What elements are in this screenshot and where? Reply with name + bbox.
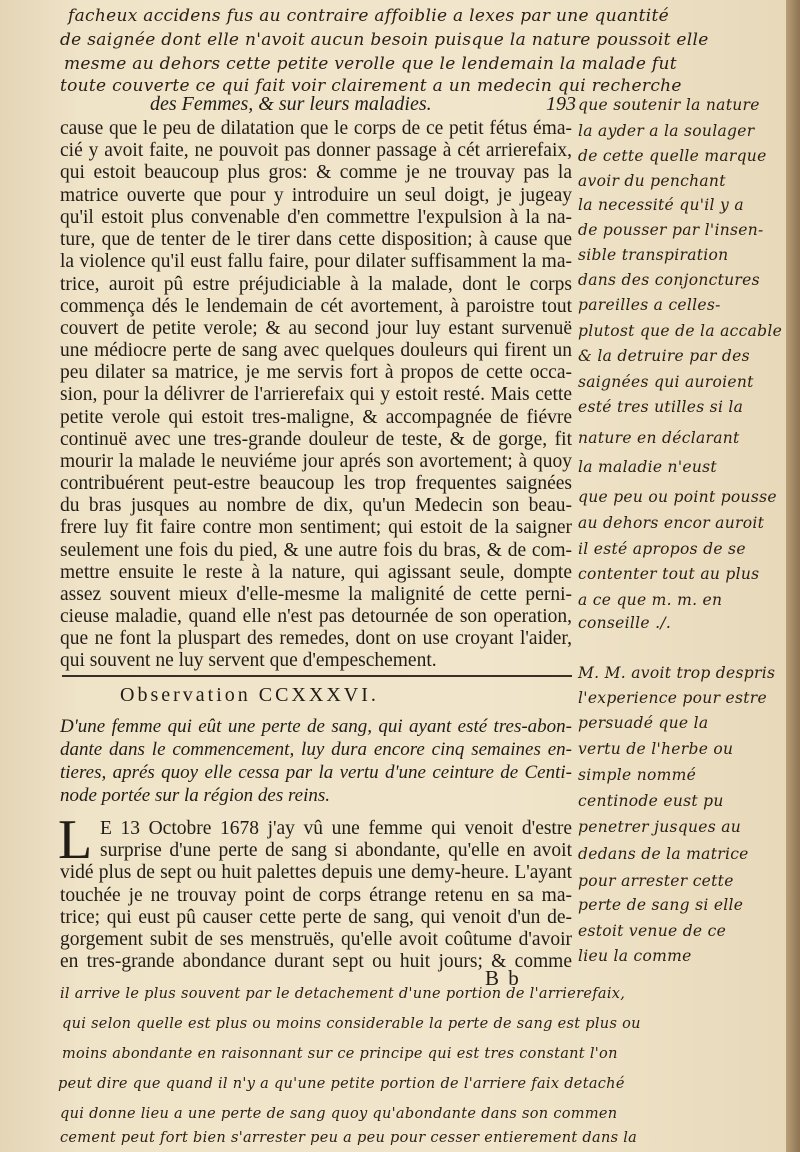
bottom-handwriting-line: qui selon quelle est plus ou moins considerable la perte de sang est plus ou (62, 1016, 641, 1032)
margin-note: la necessité qu'il y a (578, 196, 744, 214)
body-line: frere luy fit faire contre mon sentiment; qui estoit de la saigner (60, 517, 572, 538)
margin-note: pour arrester cette (578, 872, 734, 890)
bottom-handwriting-line: il arrive le plus souvent par le detachement d'une portion de l'arrierefaix, (60, 986, 626, 1002)
margin-note: estoit venue de ce (578, 922, 727, 940)
body-line: mourir la malade le neuviéme jour aprés son avortement; à quoy (60, 451, 572, 472)
margin-note: saignées qui auroient (578, 373, 754, 391)
body-line: sion, pour la délivrer de l'arrierefaix qui y estoit resté. Mais cette (60, 384, 572, 405)
summary-line: dante dans le commencement, luy dura encore cinq semaines en- (60, 739, 572, 760)
body-line: peu dilater sa matrice, je me servis fort à propos de cette occa- (60, 362, 572, 383)
summary-line: tieres, aprés quoy elle cessa par la vertu d'une ceinture de Centi- (60, 762, 572, 783)
margin-note: penetrer jusques au (578, 818, 742, 836)
margin-note: dedans de la matrice (578, 845, 749, 863)
margin-note: esté tres utilles si la (578, 398, 744, 416)
summary-line: node portée sur la région des reins. (60, 785, 331, 806)
observation-line: touchée je ne trouvay point de corps étrange retenu en sa ma- (60, 885, 572, 906)
body-line: ture, que de tenter de le tirer dans cette disposition; à cause que (60, 229, 572, 250)
margin-note: contenter tout au plus (578, 565, 760, 583)
observation-line: trice; qui eust pû causer cette perte de sang, qui venoit d'un de- (60, 907, 572, 928)
margin-note: centinode eust pu (578, 792, 724, 810)
body-line: du bras jusques au nombre de dix, qu'un Medecin son beau- (60, 495, 572, 516)
margin-note: nature en déclarant (578, 429, 740, 447)
body-line: que ne font la pluspart des remedes, dont on use croyant l'aider, (60, 628, 572, 649)
top-handwriting-line: toute couverte ce qui fait voir clairement a un medecin qui recherche (60, 76, 682, 96)
margin-note: de cette quelle marque (578, 147, 767, 165)
body-line: la violence qu'il eust fallu faire, pour dilater suffisamment la ma- (60, 251, 572, 272)
margin-note: dans des conjonctures (578, 271, 760, 289)
top-handwriting-line: de saignée dont elle n'avoit aucun besoin puisque la nature poussoit elle (60, 30, 709, 50)
margin-note: la ayder a la soulager (578, 122, 755, 140)
observation-line: gorgement subit de ses menstruës, qu'elle avoit coûtume d'avoir (60, 929, 572, 950)
signature-mark: B b (485, 966, 521, 990)
body-line: commença dés le lendemain de cét avortement, à paroistre tout (60, 296, 572, 317)
body-line: seulement une fois du pied, & une autre fois du bras, & de com- (60, 540, 572, 561)
margin-note: a ce que m. m. en (578, 591, 723, 609)
body-line: assez souvent mieux d'elle-mesme la malignité de cette perni- (60, 584, 572, 605)
margin-note: conseille ./. (578, 614, 672, 632)
bottom-handwriting-line: cement peut fort bien s'arrester peu a peu pour cesser entierement dans la (60, 1130, 638, 1146)
body-line: contribuérent peut-estre beaucoup les trop frequentes saignées (60, 473, 572, 494)
top-handwriting-line: facheux accidens fus au contraire affoiblie a lexes par une quantité (68, 6, 670, 26)
margin-note: perte de sang si elle (578, 896, 744, 914)
body-line: qui estoit beaucoup plus gros: & comme je ne trouvay pas la (60, 162, 572, 183)
observation-line: en tres-grande abondance durant sept ou huit jours; & comme (60, 951, 572, 972)
margin-note: il esté apropos de se (578, 540, 746, 558)
margin-note: sible transpiration (578, 246, 729, 264)
observation-line: E 13 Octobre 1678 j'ay vû une femme qui venoit d'estre (100, 818, 572, 839)
margin-note: simple nommé (578, 766, 697, 784)
body-line: continuë avec une tres-grande douleur de teste, & de gorge, fit (60, 429, 572, 450)
body-line: qu'il estoit plus convenable d'en commettre l'expulsion à la na- (60, 207, 572, 228)
margin-note: lieu la comme (578, 947, 692, 965)
margin-note: de pousser par l'insen- (578, 221, 764, 239)
margin-note: l'experience pour estre (578, 689, 767, 707)
summary-line: D'une femme qui eût une perte de sang, qui ayant esté tres-abon- (60, 716, 572, 737)
observation-line: vidé plus de sept ou huit palettes depuis une demy-heure. L'ayant (60, 862, 572, 883)
margin-note: au dehors encor auroit (578, 514, 765, 532)
section-rule (62, 675, 572, 677)
body-line: trice, auroit pû estre préjudiciable à la malade, dont le corps (60, 274, 572, 295)
body-line: cieuse maladie, quand elle n'est pas detournée de son operation, (60, 606, 572, 627)
observation-heading: Observation CCXXXVI. (120, 684, 379, 706)
bottom-handwriting-line: qui donne lieu a une perte de sang quoy qu'abondante dans son commen (60, 1106, 618, 1122)
margin-note: M. M. avoit trop despris (578, 664, 776, 682)
body-line: une médiocre perte de sang avec quelques douleurs qui firent un (60, 340, 572, 361)
body-line: couvert de petite verole; & au second jour luy estant survenuë (60, 318, 572, 339)
body-line: petite verole qui estoit tres-maligne, & accompagnée de fiévre (60, 407, 572, 428)
margin-note: plutost que de la accable (578, 322, 783, 340)
bottom-handwriting-line: moins abondante en raisonnant sur ce principe qui est tres constant l'on (62, 1046, 618, 1062)
body-line: cause que le peu de dilatation que le corps de ce petit fétus éma- (60, 118, 572, 139)
page-number: 193 (546, 93, 576, 115)
page-edge (786, 0, 800, 1152)
observation-line: surprise d'une perte de sang si abondante, qu'elle en avoit (100, 840, 572, 861)
body-line: mettre ensuite le reste à la nature, qui agissant seule, dompte (60, 562, 572, 583)
margin-note: la maladie n'eust (578, 458, 717, 476)
margin-note: persuadé que la (578, 714, 709, 732)
drop-cap: L (58, 809, 93, 871)
margin-note: avoir du penchant (578, 172, 726, 190)
margin-note: que soutenir la nature (578, 96, 760, 114)
body-line: qui souvent ne luy servent que d'empeschement. (60, 650, 437, 671)
margin-note: & la detruire par des (578, 347, 750, 365)
body-line: cié y avoit faite, ne pouvoit pas donner passage à cét arrierefaix, (60, 140, 572, 161)
margin-note: pareilles a celles- (578, 296, 721, 314)
running-head: des Femmes, & sur leurs maladies. (150, 93, 432, 115)
margin-note: que peu ou point pousse (578, 488, 777, 506)
margin-note: vertu de l'herbe ou (578, 740, 734, 758)
bottom-handwriting-line: peut dire que quand il n'y a qu'une petite portion de l'arriere faix detaché (58, 1076, 625, 1092)
body-line: matrice ouverte que pour y introduire un seul doigt, je jugeay (60, 185, 572, 206)
top-handwriting-line: mesme au dehors cette petite verolle que le lendemain la malade fut (64, 54, 677, 74)
